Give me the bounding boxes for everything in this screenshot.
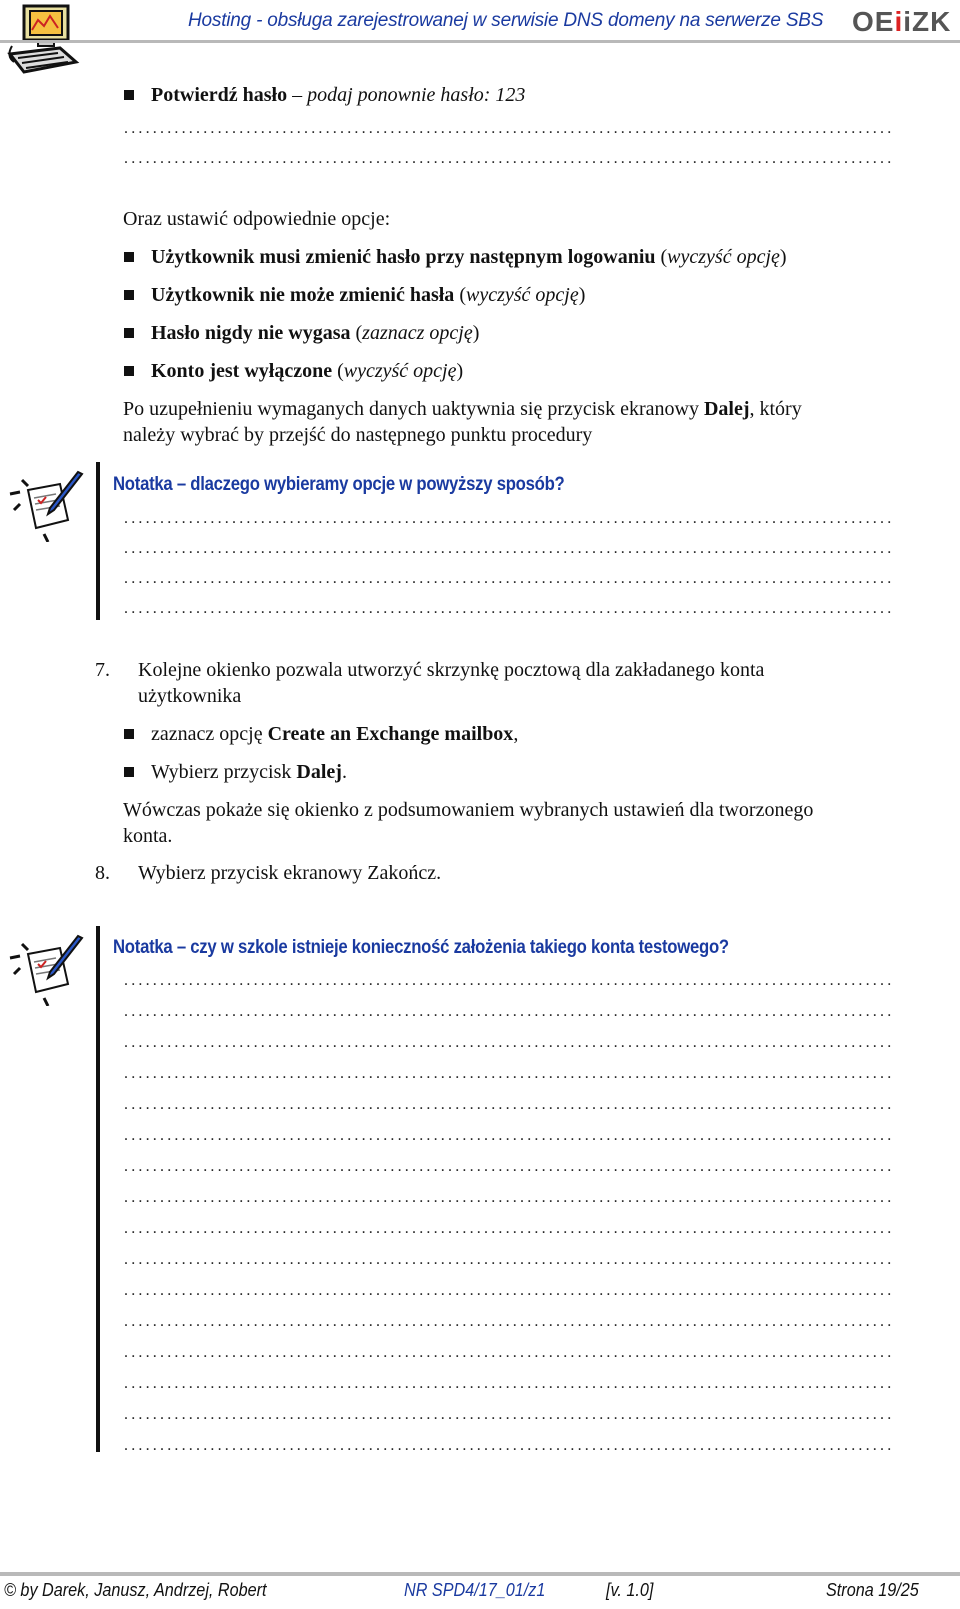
password-confirm-hint: podaj ponownie hasło: 123 [307, 84, 526, 106]
paren: ( [350, 322, 363, 344]
note-pen-icon [8, 470, 86, 542]
answer-line: ........................................................................................................... [124, 570, 895, 587]
text: , który [749, 398, 802, 420]
option-action: wyczyść opcję [465, 284, 579, 306]
option-item [151, 322, 479, 345]
paren: ) [456, 360, 464, 382]
after-options-line2: należy wybrać by przejść do następnego punktu procedury [123, 424, 593, 446]
paren: ) [472, 322, 480, 344]
option-action: wyczyść opcję [667, 246, 780, 268]
oeizk-logo [852, 6, 951, 38]
answer-line: ........................................................................................................... [124, 1096, 895, 1113]
dalej-bold: Dalej [703, 398, 750, 420]
text: Wybierz przycisk [151, 761, 297, 783]
password-confirm-line [151, 84, 525, 107]
after-options-line1 [123, 398, 802, 421]
answer-line: ........................................................................................................... [124, 150, 895, 167]
answer-line: ........................................................................................................... [124, 1127, 895, 1144]
option-item [151, 284, 585, 307]
answer-line: ........................................................................................................... [124, 1437, 895, 1454]
answer-line: ........................................................................................................... [124, 1251, 895, 1268]
text: zaznacz opcję [151, 723, 268, 745]
option-label: Użytkownik musi zmienić hasło przy następnym logowaniu [151, 246, 656, 268]
footer-doc-number: NR SPD4/17_01/z1 [404, 1580, 546, 1600]
answer-line: ........................................................................................................... [124, 600, 895, 617]
note-title: Notatka – czy w szkole istnieje konieczność założenia takiego konta testowego? [113, 937, 729, 958]
text: Po uzupełnieniu wymaganych danych uaktywnia się przycisk ekranowy [123, 398, 704, 420]
step7-line1: Kolejne okienko pozwala utworzyć skrzynkę pocztową dla zakładanego konta [138, 659, 765, 681]
answer-line: ........................................................................................................... [124, 510, 895, 527]
text: , [513, 723, 519, 745]
exchange-mailbox-bold: Create an Exchange mailbox [267, 723, 514, 745]
footer-page: Strona 19/25 [826, 1580, 919, 1600]
answer-line: ........................................................................................................... [124, 1375, 895, 1392]
option-item [151, 360, 463, 383]
answer-line: ........................................................................................................... [124, 1189, 895, 1206]
note-bar [96, 462, 100, 620]
bullet-icon [124, 252, 134, 262]
dalej-bold: Dalej [296, 761, 342, 783]
bullet-icon [124, 290, 134, 300]
logo-part-b: i [894, 6, 904, 37]
paren: ) [779, 246, 787, 268]
answer-line: ........................................................................................................... [124, 1406, 895, 1423]
answer-line: ........................................................................................................... [124, 1220, 895, 1237]
answer-line: ........................................................................................................... [124, 540, 895, 557]
paren: ( [332, 360, 344, 382]
header-title: Hosting - obsługa zarejestrowanej w serwisie DNS domeny na serwerze SBS [188, 10, 824, 31]
answer-line: ........................................................................................................... [124, 1344, 895, 1361]
answer-line: ........................................................................................................... [124, 1065, 895, 1082]
footer-authors: © by Darek, Janusz, Andrzej, Robert [4, 1580, 267, 1600]
bullet-icon [124, 328, 134, 338]
option-label: Hasło nigdy nie wygasa [151, 322, 351, 344]
option-label: Konto jest wyłączone [151, 360, 333, 382]
step7-bullet1 [151, 723, 518, 746]
step-number: 7. [95, 659, 110, 681]
step7-line2: użytkownika [138, 685, 242, 707]
bullet-icon [124, 366, 134, 376]
bullet-icon [124, 90, 134, 100]
step-number: 8. [95, 862, 110, 884]
paren: ( [454, 284, 466, 306]
header-rule [0, 40, 960, 43]
footer-version: [v. 1.0] [606, 1580, 654, 1600]
step8-text: Wybierz przycisk ekranowy Zakończ. [138, 862, 442, 884]
note-title: Notatka – dlaczego wybieramy opcje w powyższy sposób? [113, 474, 565, 495]
bullet-icon [124, 729, 134, 739]
option-item [151, 246, 787, 269]
summary-line2: konta. [123, 825, 173, 847]
option-action: wyczyść opcję [343, 360, 457, 382]
paren: ) [578, 284, 586, 306]
password-confirm-label: Potwierdź hasło [151, 84, 288, 106]
options-intro: Oraz ustawić odpowiednie opcje: [123, 208, 391, 230]
answer-line: ........................................................................................................... [124, 1158, 895, 1175]
option-label: Użytkownik nie może zmienić hasła [151, 284, 455, 306]
answer-line: ........................................................................................................... [124, 1282, 895, 1299]
note-bar [96, 926, 100, 1452]
answer-line: ........................................................................................................... [124, 972, 895, 989]
footer-rule [0, 1572, 960, 1576]
answer-line: ........................................................................................................... [124, 1034, 895, 1051]
answer-line: ........................................................................................................... [124, 1313, 895, 1330]
answer-line: ........................................................................................................... [124, 120, 895, 137]
option-action: zaznacz opcję [362, 322, 473, 344]
logo-part-a: OE [852, 6, 895, 37]
text: . [341, 761, 347, 783]
paren: ( [655, 246, 668, 268]
summary-line1: Wówczas pokaże się okienko z podsumowaniem wybranych ustawień dla tworzonego [123, 799, 814, 821]
dash: – [287, 84, 308, 106]
bullet-icon [124, 767, 134, 777]
step7-bullet2 [151, 761, 347, 784]
logo-part-c: iZK [903, 6, 952, 37]
answer-line: ........................................................................................................... [124, 1003, 895, 1020]
note-pen-icon [8, 934, 86, 1006]
